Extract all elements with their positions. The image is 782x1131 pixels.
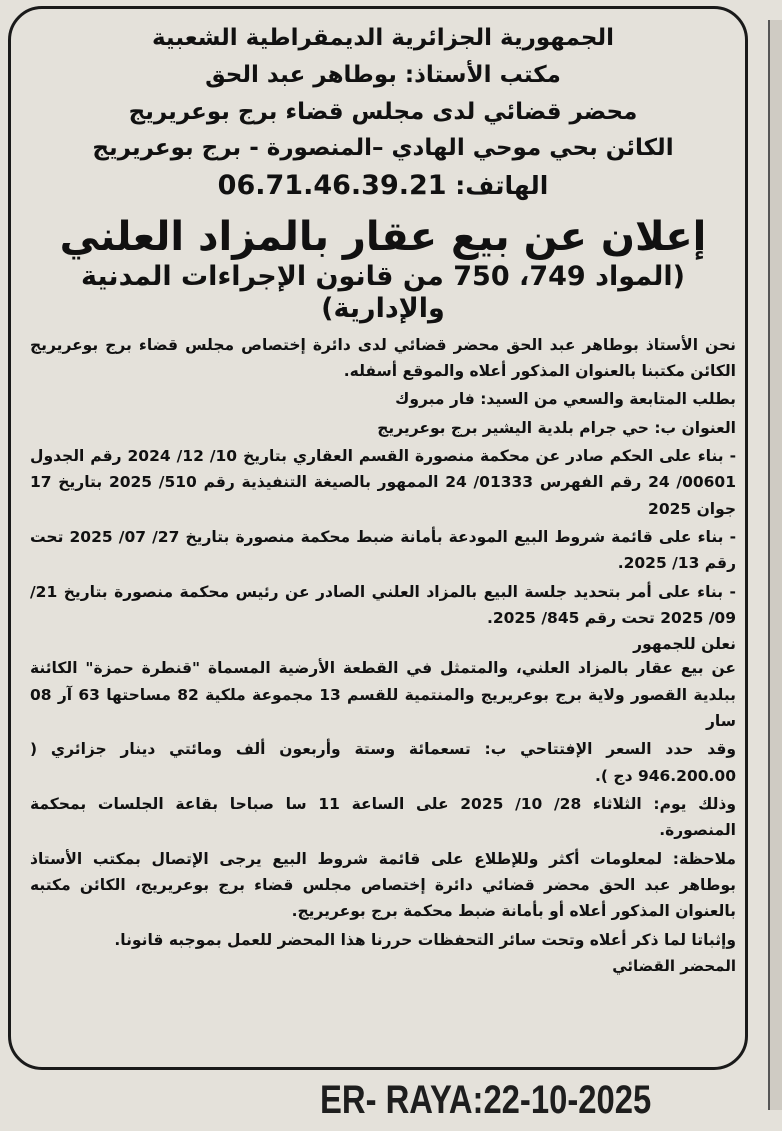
- phone-label: الهاتف:: [455, 171, 549, 200]
- notice-title: إعلان عن بيع عقار بالمزاد العلني: [59, 213, 707, 260]
- bailiff-title: محضر قضائي لدى مجلس قضاء برج بوعريريج: [128, 98, 638, 125]
- newspaper-date-stamp: ER- RAYA:22-10-2025: [320, 1078, 652, 1122]
- phone-line: [30, 169, 736, 203]
- signature-label: المحضر القضائي: [612, 957, 736, 976]
- public-notice-heading: نعلن للجمهور: [633, 635, 736, 654]
- note-paragraph: ملاحظة: لمعلومات أكثر وللإطلاع على قائمة شروط البيع يرجى الإتصال بمكتب الأستاذ بوطاهر عبد الحق محضر قضائي دائرة إختصاص مجلس قضاء برج بوعريريج، الكائن مكتبه بالعنوان المذكور أعلاه أو بأمانة ضبط محكمة برج بوعريريج.: [30, 849, 736, 921]
- phone-number: 06.71.46.39.21: [217, 170, 447, 201]
- order-paragraph: - بناء على أمر بتحديد جلسة البيع بالمزاد العلني الصادر عن رئيس محكمة منصورة بتاريخ 21/ 09/ 2025 تحت رقم 845/ 2025.: [30, 582, 736, 627]
- republic-heading: الجمهورية الجزائرية الديمقراطية الشعبية: [151, 25, 615, 51]
- requester-address: العنوان ب: حي جرام بلدية اليشير برج بوعريريج: [377, 418, 736, 437]
- office-name: مكتب الأستاذ: بوطاهر عبد الحق: [205, 61, 561, 88]
- session-paragraph: وذلك يوم: الثلاثاء 28/ 10/ 2025 على الساعة 11 سا صباحا بقاعة الجلسات بمحكمة المنصورة.: [30, 795, 737, 840]
- notice-subtitle: (المواد 749، 750 من قانون الإجراءات المدنية والإدارية): [81, 260, 685, 325]
- price-paragraph: وقد حدد السعر الإفتتاحي ب: تسعمائة وستة وأربعون ألف ومائتي دينار جزائري ( 946.200.00 دج ).: [30, 740, 736, 785]
- notice-content: [30, 24, 736, 975]
- closing-paragraph: وإثباتا لما ذكر أعلاه وتحت سائر التحفظات حررنا هذا المحضر للعمل بموجبه قانونا.: [114, 930, 736, 949]
- property-paragraph: عن بيع عقار بالمزاد العلني، والمتمثل في القطعة الأرضية المسماة "قنطرة حمزة" الكائنة ببلدية القصور ولاية برج بوعريريج والمنتمية للقسم 13 مجموعة ملكية 82 مساحتها 63 آر 08 سار: [30, 659, 736, 730]
- conditions-paragraph: - بناء على قائمة شروط البيع المودعة بأمانة ضبط محكمة منصورة بتاريخ 27/ 07/ 2025 تحت رقم 13/ 2025.: [30, 527, 737, 573]
- intro-paragraph: نحن الأستاذ بوطاهر عبد الحق محضر قضائي لدى دائرة إختصاص مجلس قضاء برج بوعريريج الكائن مكتبنا بالعنوان المذكور أعلاه والموقع أسفله.: [30, 335, 736, 380]
- office-address: الكائن بحي موحي الهادي –المنصورة - برج بوعريريج: [92, 135, 674, 162]
- adjacent-column-edge: [768, 20, 782, 1110]
- requester-line: بطلب المتابعة والسعي من السيد: فار مبروك: [395, 390, 736, 409]
- judgment-paragraph: - بناء على الحكم صادر عن محكمة منصورة القسم العقاري بتاريخ 10/ 12/ 2024 رقم الجدول 00601/ 24 رقم الفهرس 01333/ 24 الممهور بالصيغة التنفيذية رقم 510/ 2025 بتاريخ 17 جوان 2025: [30, 446, 737, 518]
